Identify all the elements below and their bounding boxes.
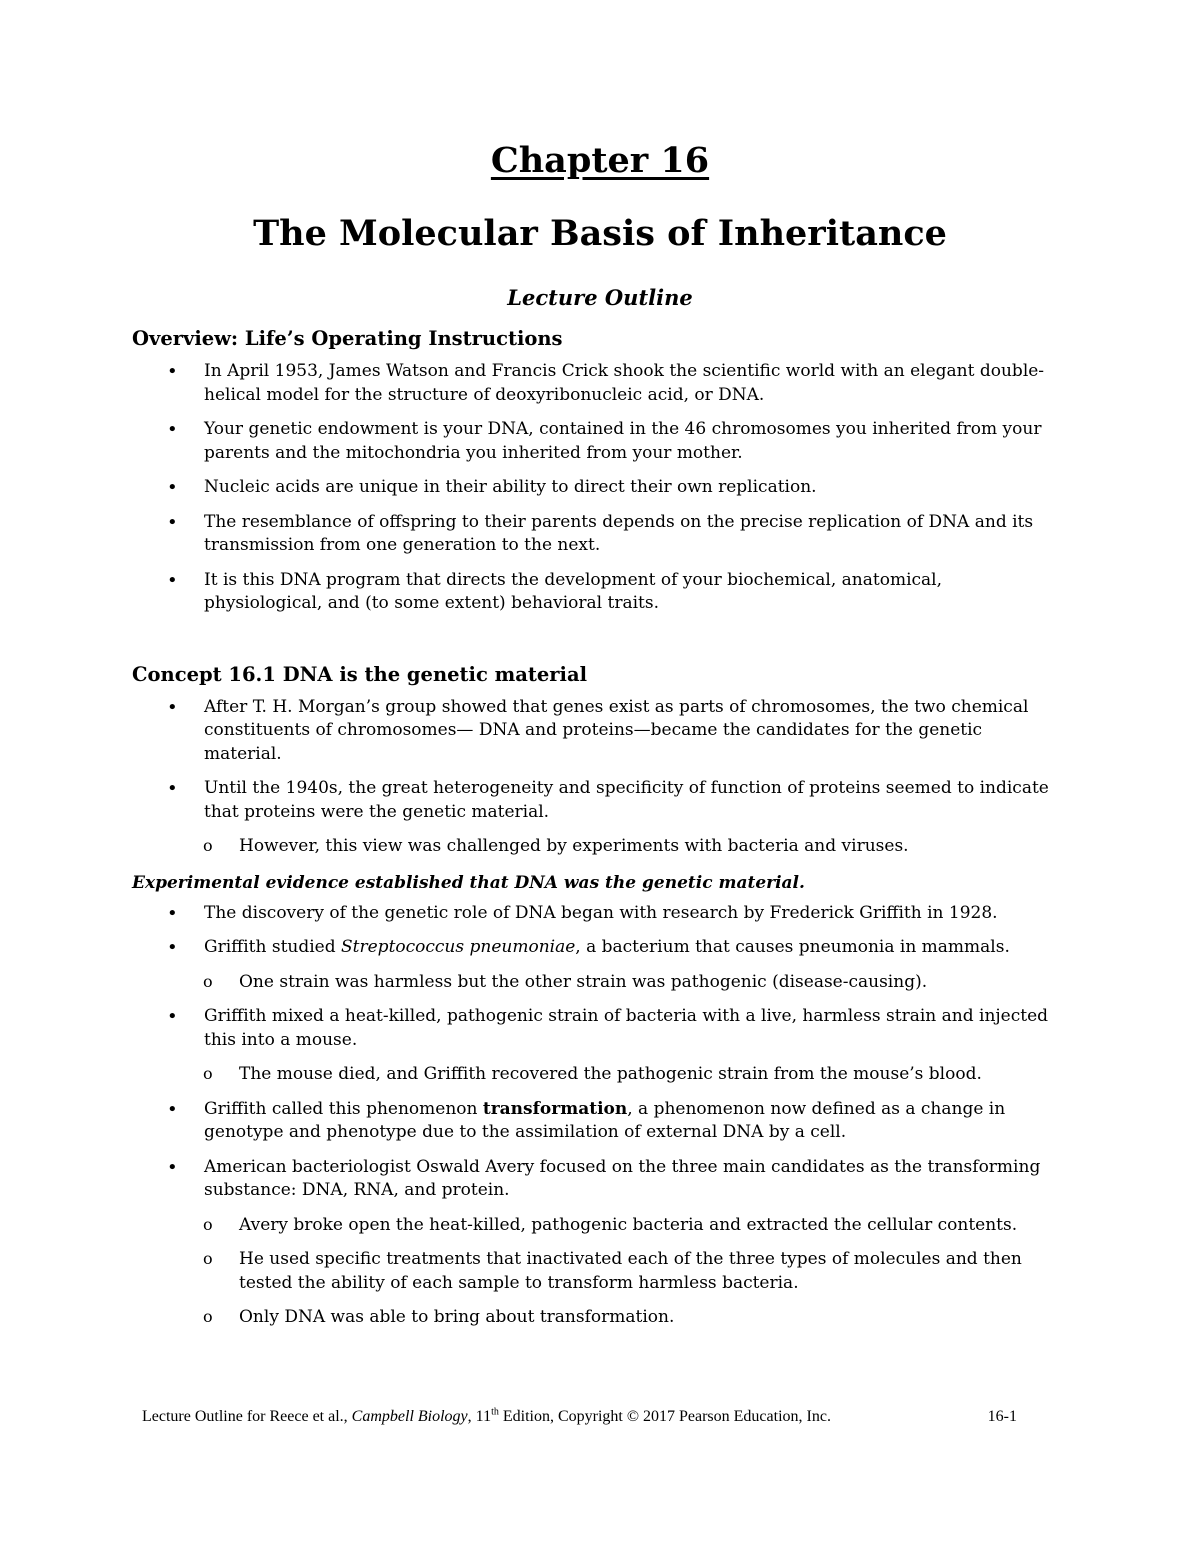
overview-heading: Overview: Life’s Operating Instructions [132,327,563,350]
sub-list-item: o The mouse died, and Griffith recovered the pathogenic strain from the mouse’s blood. [132,1063,1052,1087]
list-item: • It is this DNA program that directs the development of your biochemical, anatomical, physiological, and (to some extent) behavioral traits. [132,569,1052,616]
edition-superscript: th [491,1406,499,1418]
sub-list-item: o He used specific treatments that inactivated each of the three types of molecules and then tested the ability of each sample to transform harmless bacteria. [132,1248,1052,1295]
list-item: • Nucleic acids are unique in their ability to direct their own replication. [132,476,1052,500]
evidence-list [132,902,1052,1330]
content-body [132,326,1052,1341]
page-number: 16-1 [987,1408,1017,1425]
sub-list-item: o Avery broke open the heat-killed, pathogenic bacteria and extracted the cellular contents. [132,1214,1052,1238]
overview-list [132,360,1052,616]
concept-heading: Concept 16.1 DNA is the genetic material [132,662,588,686]
footer-text: Lecture Outline for Reece et al., [142,1408,352,1425]
footer-text: Edition, Copyright © 2017 Pearson Education, Inc. [498,1408,831,1425]
sub-list-item: o One strain was harmless but the other strain was pathogenic (disease-causing). [132,971,1052,995]
text-span: Griffith studied [204,937,342,957]
concept-list [132,696,1052,859]
evidence-heading: Experimental evidence established that DNA was the genetic material. [132,872,805,893]
chapter-title: Chapter 16 [490,140,710,181]
page-footer [142,1407,1017,1427]
list-item: • Griffith mixed a heat-killed, pathogenic strain of bacteria with a live, harmless strain and injected this into a mouse. [132,1005,1052,1052]
list-item [132,936,1052,960]
lecture-outline-label: Lecture Outline [507,285,693,310]
text-span: Griffith called this phenomenon [204,1098,483,1119]
text-span: , a phenomenon now defined as a change in genotype and phenotype due to the assimilation of external DNA by a cell. [204,1098,1006,1142]
list-item: • Your genetic endowment is your DNA, contained in the 46 chromosomes you inherited from your parents and the mitochondria you inherited from your mother. [132,418,1052,465]
list-item: • The discovery of the genetic role of DNA began with research by Frederick Griffith in 1928. [132,902,1052,926]
footer-text: , 11 [467,1408,492,1425]
list-item: • Until the 1940s, the great heterogeneity and specificity of function of proteins seemed to indicate that proteins were the genetic material. [132,777,1052,824]
list-item [132,1098,1052,1145]
book-title: Campbell Biology [351,1408,468,1425]
text-span: , a bacterium that causes pneumonia in mammals. [575,937,1010,957]
key-term: transformation [482,1098,628,1119]
list-item: • After T. H. Morgan’s group showed that genes exist as parts of chromosomes, the two chemical constituents of chromosomes— DNA and proteins—became the candidates for the genetic material. [132,696,1052,767]
list-item: • The resemblance of offspring to their parents depends on the precise replication of DNA and its transmission from one generation to the next. [132,511,1052,558]
sub-list-item: o Only DNA was able to bring about transformation. [132,1306,1052,1330]
chapter-subtitle: The Molecular Basis of Inheritance [253,213,947,254]
list-item: • In April 1953, James Watson and Francis Crick shook the scientific world with an elegant double-helical model for the structure of deoxyribonucleic acid, or DNA. [132,360,1052,407]
sub-list-item: o However, this view was challenged by experiments with bacteria and viruses. [132,835,1052,859]
species-name: Streptococcus pneumoniae [341,937,576,957]
list-item: • American bacteriologist Oswald Avery focused on the three main candidates as the transforming substance: DNA, RNA, and protein. [132,1156,1052,1203]
